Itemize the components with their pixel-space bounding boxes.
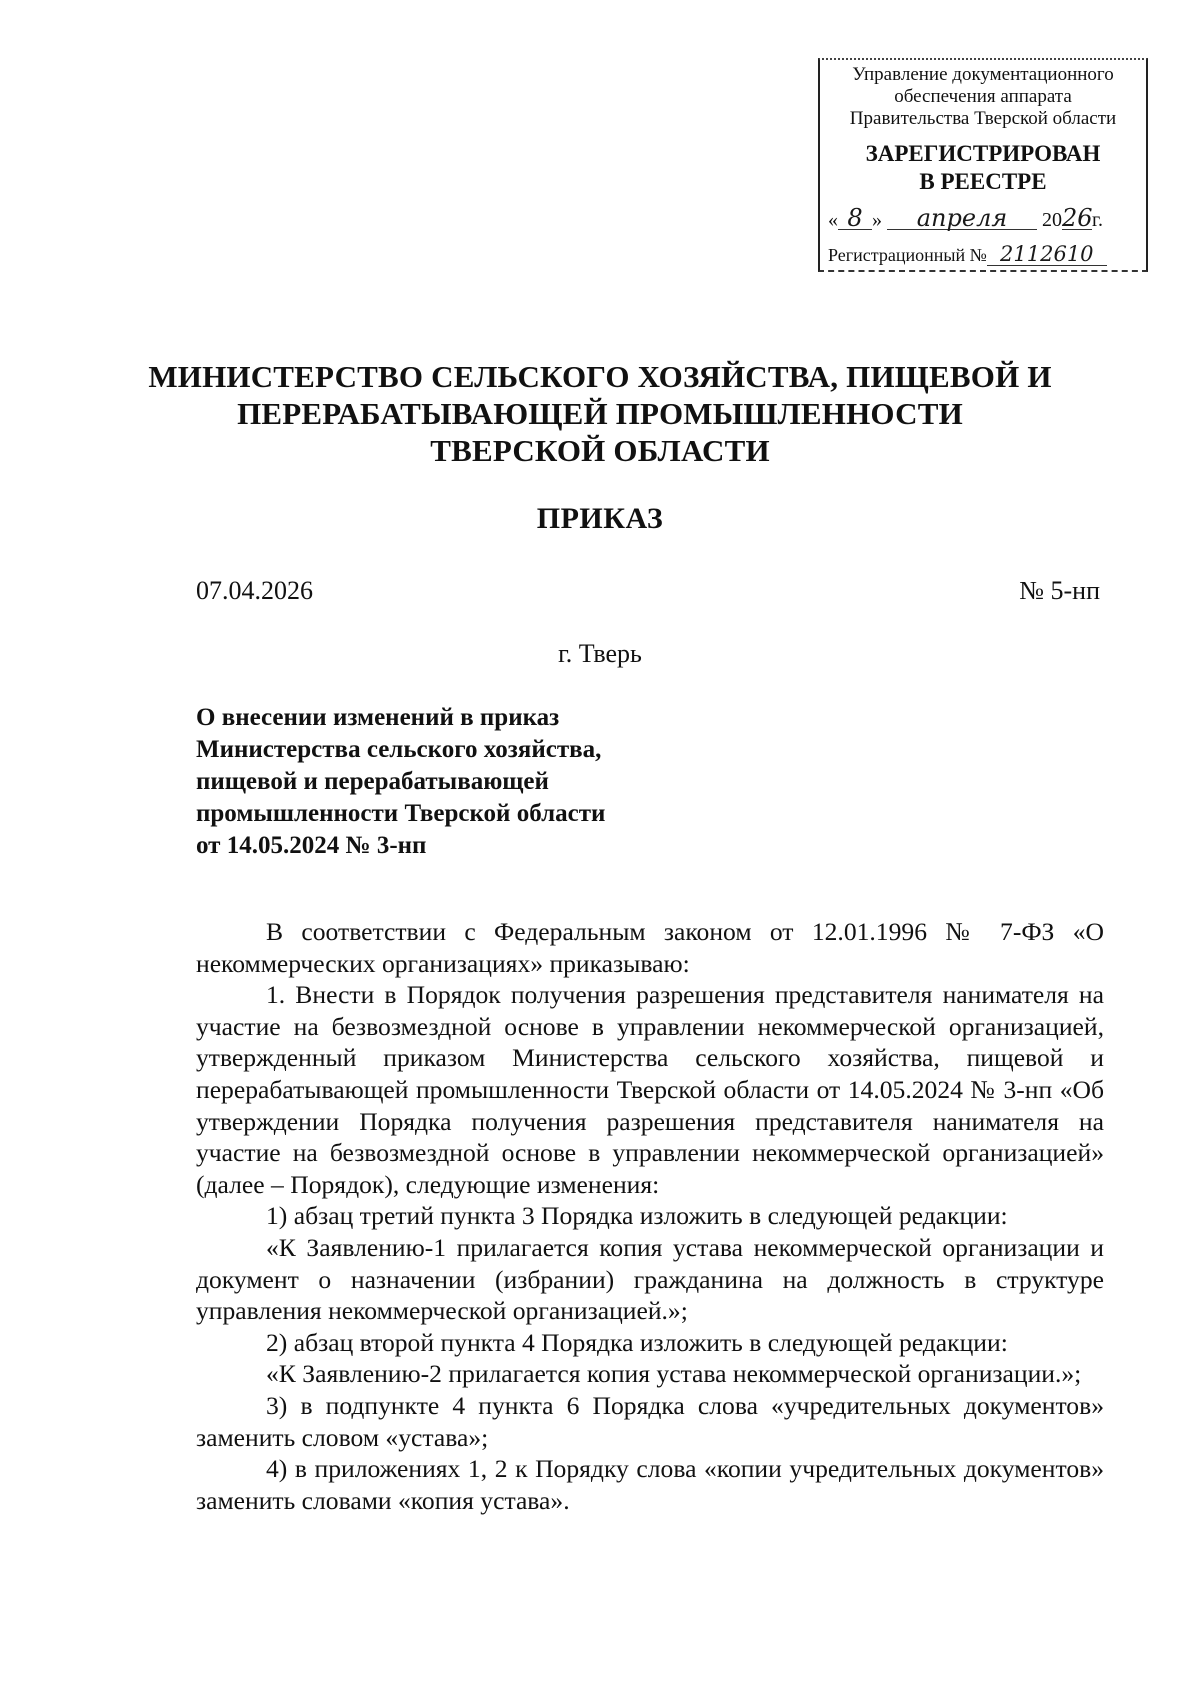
body-intro: В соответствии с Федеральным законом от 12.01.1996 № 7-ФЗ «О некоммерческих организациях» приказываю: <box>196 917 1104 978</box>
subject-line-3: пищевой и перерабатывающей <box>196 768 549 795</box>
stamp-org-line-1: Управление документационного <box>852 64 1114 85</box>
ministry-name <box>120 358 1080 469</box>
body-subitem-4: 4) в приложениях 1, 2 к Порядку слова «копии учредительных документов» заменить словами «копия устава». <box>196 1454 1104 1515</box>
stamp-registered-title <box>820 140 1146 196</box>
body-subitem-1-text: «К Заявлению-1 прилагается копия устава некоммерческой организации и документ о назначении (избрании) гражданина на должность в структуре управления некоммерческой организацией.»; <box>196 1232 1104 1326</box>
subject-line-2: Министерства сельского хозяйства, <box>196 736 602 763</box>
stamp-day: 8 <box>838 207 872 230</box>
stamp-year-unit: г. <box>1092 209 1103 231</box>
body-subitem-2: 2) абзац второй пункта 4 Порядка изложить в следующей редакции: <box>266 1327 1008 1357</box>
stamp-org-line-2: обеспечения аппарата <box>894 86 1072 107</box>
stamp-reg-number: 2112610 <box>987 243 1107 266</box>
stamp-open-quote: « <box>828 209 838 231</box>
stamp-date-row <box>828 204 1140 232</box>
stamp-year-suffix: 26 <box>1062 204 1093 232</box>
stamp-org-line-3: Правительства Тверской области <box>849 108 1117 129</box>
stamp-year-prefix: 20 <box>1042 209 1062 231</box>
order-city: г. Тверь <box>558 639 642 668</box>
stamp-reg-number-label: Регистрационный № <box>828 245 987 265</box>
body-subitem-1: 1) абзац третий пункта 3 Порядка изложить в следующей редакции: <box>266 1201 1008 1231</box>
body-subitem-2-text: «К Заявлению-2 прилагается копия устава некоммерческой организации.»; <box>266 1359 1082 1389</box>
body-subitem-3: 3) в подпункте 4 пункта 6 Порядка слова «учредительных документов» заменить словом «устава»; <box>196 1390 1104 1452</box>
order-number: № 5-нп <box>1019 576 1100 605</box>
body-item-1: 1. Внести в Порядок получения разрешения представителя нанимателя на участие на безвозмездной основе в управлении некоммерческой организацией, утвержденный приказом Министерства сельского хозяйства, пищевой и перерабатывающей промышленности Тверской области от 14.05.2024 № 3-нп «Об утверждении Порядка получения разрешения представителя нанимателя на участие на безвозмездной основе в управлении некоммерческой организацией» (далее – Порядок), следующие изменения: <box>196 980 1104 1199</box>
ministry-line-2: ПЕРЕРАБАТЫВАЮЩЕЙ ПРОМЫШЛЕННОСТИ <box>237 396 963 431</box>
order-subject <box>196 702 666 862</box>
ministry-line-1: МИНИСТЕРСТВО СЕЛЬСКОГО ХОЗЯЙСТВА, ПИЩЕВОЙ И <box>148 359 1052 394</box>
subject-line-5: от 14.05.2024 № 3-нп <box>196 832 427 859</box>
ministry-line-3: ТВЕРСКОЙ ОБЛАСТИ <box>430 433 770 468</box>
order-body <box>196 916 1104 1516</box>
registration-stamp <box>818 58 1148 272</box>
subject-line-1: О внесении изменений в приказ <box>196 704 560 731</box>
stamp-registered-line-2: В РЕЕСТРЕ <box>919 169 1047 194</box>
stamp-close-quote: » <box>872 209 882 231</box>
subject-line-4: промышленности Тверской области <box>196 800 606 827</box>
stamp-month: апреля <box>887 207 1037 230</box>
stamp-registered-line-1: ЗАРЕГИСТРИРОВАН <box>865 141 1101 166</box>
document-type-title: ПРИКАЗ <box>536 502 664 535</box>
order-date: 07.04.2026 <box>196 576 313 605</box>
stamp-number-row <box>828 243 1140 266</box>
